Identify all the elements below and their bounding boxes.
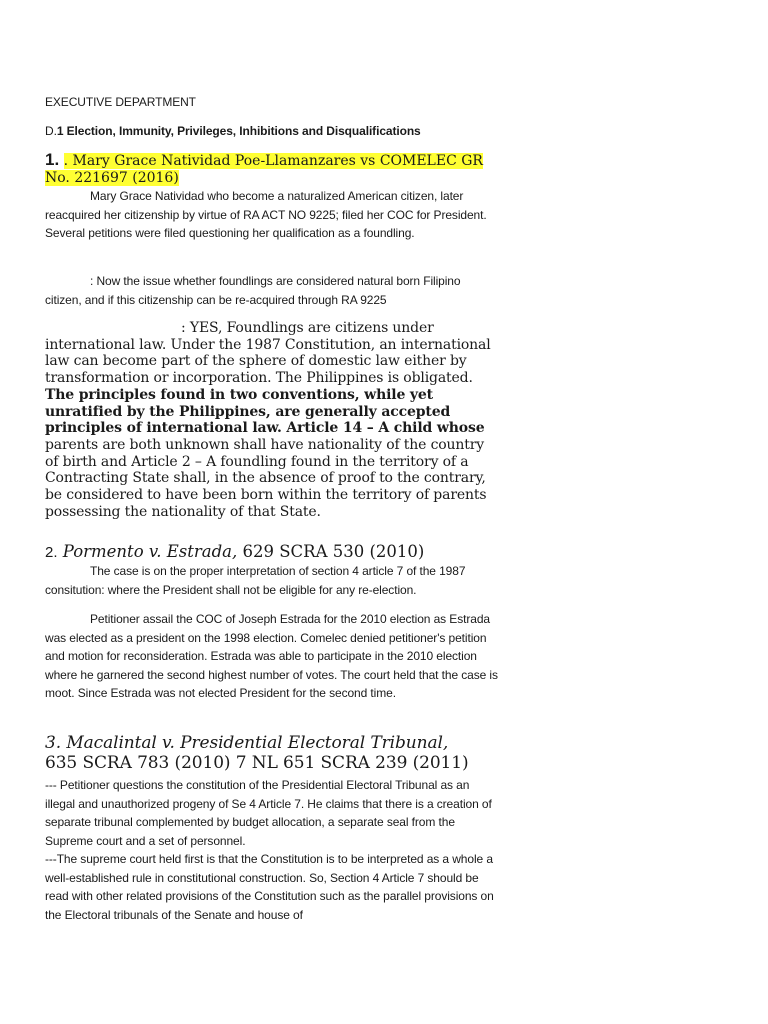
- case1-facts: Mary Grace Natividad who become a naturalized American citizen, later reacquired her citizenship by virtue of RA ACT NO 9225; filed her COC for President. Several petitions were filed questioning her qualification as a foundling.: [45, 189, 487, 240]
- case2-title: Pormento v. Estrada,: [62, 542, 238, 561]
- case1-number: 1.: [45, 150, 60, 169]
- case1-ruling: [45, 320, 500, 520]
- case3-title: 3. Macalintal v. Presidential Electoral Tribunal,: [45, 733, 449, 753]
- case2-number: 2.: [45, 544, 58, 561]
- case3-paragraph-1: --- Petitioner questions the constitution of the Presidential Electoral Tribunal as an illegal and unauthorized progeny of Se 4 Article 7. He claims that there is a creation of separate tribunal complemented by budget allocation, a separate seal from the Supreme court and a set of personnel.: [45, 778, 492, 848]
- case2-citation: 629 SCRA 530 (2010): [242, 542, 425, 561]
- case1-ruling-bold: The principles found in two conventions, while yet unratified by the Philippines, are generally accepted principles of international law. Article 14 – A child whose: [45, 386, 485, 437]
- case1-heading: [45, 151, 500, 187]
- case3-heading: [45, 733, 500, 773]
- case1-issue: : Now the issue whether foundlings are considered natural born Filipino citizen, and if this citizenship can be re-acquired through RA 9225: [45, 274, 461, 307]
- case3-body: [45, 776, 500, 924]
- case3-paragraph-2: ---The supreme court held first is that the Constitution is to be interpreted as a whole a well-established rule in constitutional construction. So, Section 4 Article 7 should be read with other related provisions of the Constitution such as the parallel provisions on the Electoral tribunals of the Senate and house of: [45, 852, 494, 922]
- case2-paragraph-2: Petitioner assail the COC of Joseph Estrada for the 2010 election as Estrada was elected as a president on the 1998 election. Comelec denied petitioner's petition and motion for reconsideration. Estrada was able to participate in the 2010 election where he garnered the second highest number of votes. The court held that the case is moot. Since Estrada was not elected President for the second time.: [45, 612, 498, 700]
- case1-ruling-part1: : YES, Foundlings are citizens under international law. Under the 1987 Constitution, an international law can become part of the sphere of domestic law either by transformation or incorporation. The Philippines is obligated.: [45, 320, 491, 387]
- section-title: [45, 122, 500, 141]
- case2-paragraph-1: The case is on the proper interpretation of section 4 article 7 of the 1987 consitution: where the President shall not be eligible for any re-election.: [45, 564, 466, 597]
- case1-title: . Mary Grace Natividad Poe-Llamanzares vs COMELEC GR No. 221697 (2016): [45, 153, 483, 186]
- case3-citation: 635 SCRA 783 (2010) 7 NL 651 SCRA 239 (2011): [45, 753, 469, 773]
- section-title-text: 1 Election, Immunity, Privileges, Inhibitions and Disqualifications: [56, 124, 421, 138]
- case1-ruling-part2: parents are both unknown shall have nationality of the country of birth and Article 2 – A foundling found in the territory of a Contracting State shall, in the absence of proof to the contrary, be considered to have been born within the territory of parents possessing the nationality of that State.: [45, 436, 487, 520]
- section-prefix: D.: [45, 124, 57, 138]
- case2-heading: [45, 542, 500, 563]
- department-heading: EXECUTIVE DEPARTMENT: [45, 95, 196, 109]
